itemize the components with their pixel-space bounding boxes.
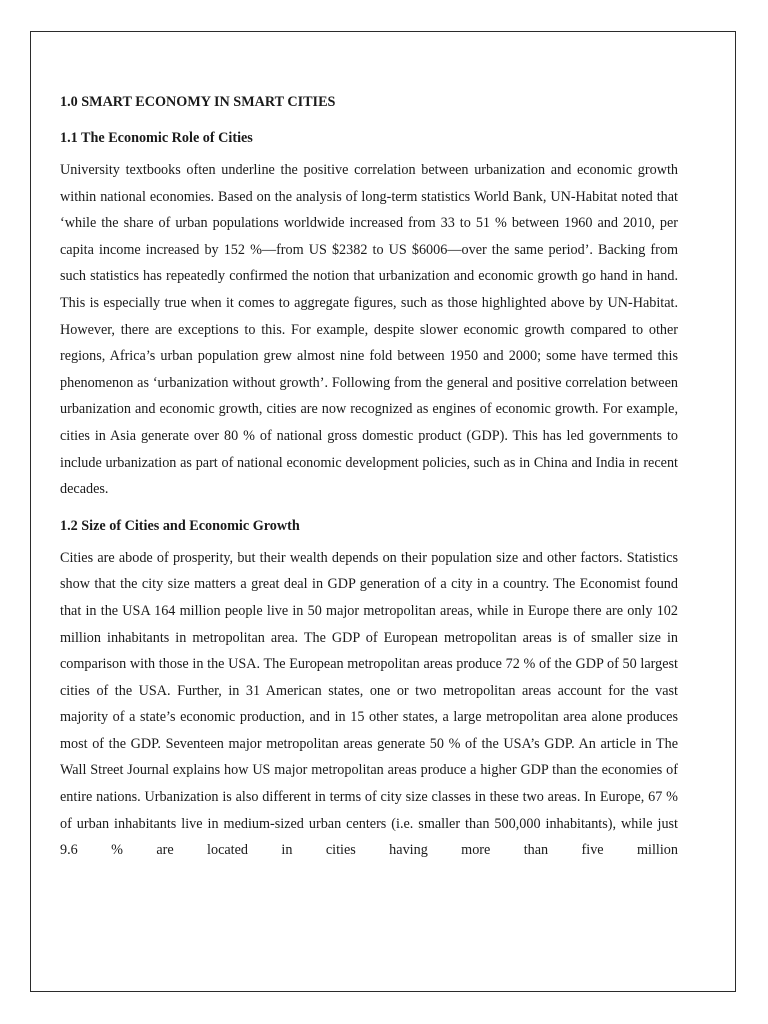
document-body	[60, 61, 678, 864]
section-1-2-paragraph: Cities are abode of prosperity, but their wealth depends on their population size and other factors. Statistics show that the city size matters a great deal in GDP generation of a city in a country. The Economist found that in the USA 164 million people live in 50 major metropolitan areas, while in Europe there are only 102 million inhabitants in metropolitan area. The GDP of European metropolitan areas is of smaller size in comparison with those in the USA. The European metropolitan areas produce 72 % of the GDP of 50 largest cities of the USA. Further, in 31 American states, one or two metropolitan areas account for the vast majority of a state’s economic production, and in 15 other states, a large metropolitan area alone produces most of the GDP. Seventeen major metropolitan areas generate 50 % of the USA’s GDP. An article in The Wall Street Journal explains how US major metropolitan areas produce a higher GDP than the economies of entire nations. Urbanization is also different in terms of city size classes in these two areas. In Europe, 67 % of urban inhabitants live in medium-sized urban centers (i.e. smaller than 500,000 inhabitants), while just 9.6 % are located in cities having more than five million	[60, 549, 678, 859]
section-1-2-title: 1.2 Size of Cities and Economic Growth	[60, 517, 300, 534]
main-heading: 1.0 SMART ECONOMY IN SMART CITIES	[60, 94, 336, 110]
section-1-1-paragraph: University textbooks often underline the positive correlation between urbanization and economic growth within national economies. Based on the analysis of long-term statistics World Bank, UN-Habitat noted that ‘while the share of urban populations worldwide increased from 33 to 51 % between 1960 and 2010, per capita income increased by 152 %—from US $2382 to US $6006—over the same period’. Backing from such statistics has repeatedly confirmed the notion that urbanization and economic growth go hand in hand. This is especially true when it comes to aggregate figures, such as those highlighted above by UN-Habitat. However, there are exceptions to this. For example, despite slower economic growth compared to other regions, Africa’s urban population grew almost nine fold between 1950 and 2000; some have termed this phenomenon as ‘urbanization without growth’. Following from the general and positive correlation between urbanization and economic growth, cities are now recognized as engines of economic growth. For example, cities in Asia generate over 80 % of national gross domestic product (GDP). This has led governments to include urbanization as part of national economic development policies, such as in China and India in recent decades.	[60, 162, 678, 498]
section-1-1-title: 1.1 The Economic Role of Cities	[60, 130, 253, 146]
